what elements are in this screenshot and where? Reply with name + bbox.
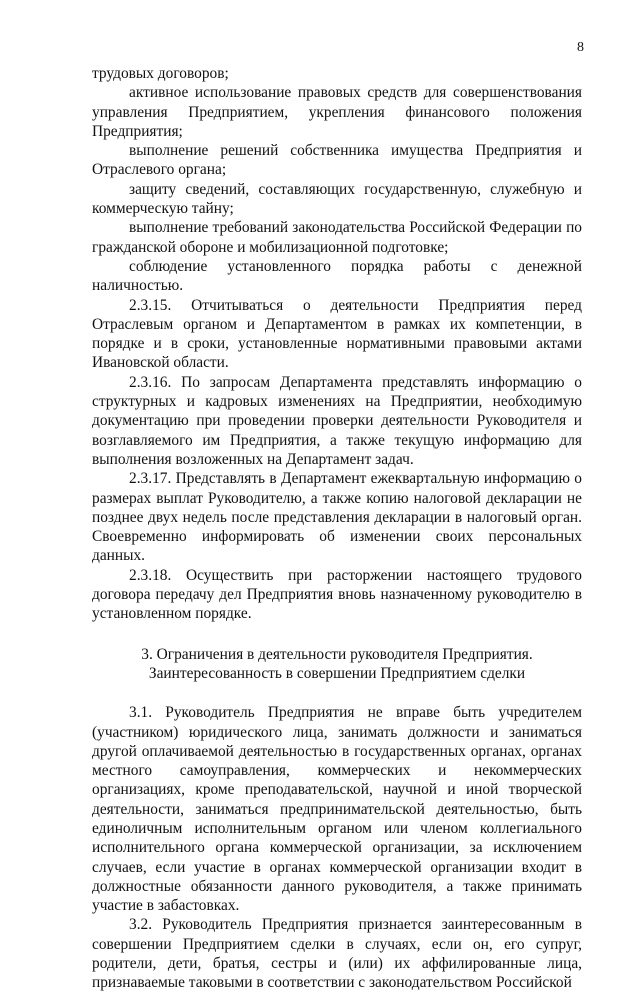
section-heading (92, 645, 582, 684)
bottom-paragraphs (92, 703, 582, 992)
top-paragraphs (92, 64, 582, 624)
paragraph-civil-defense: выполнение требований законодательства Российской Федерации по гражданской обороне и мобилизационной подготовке; (92, 219, 582, 256)
paragraph-2-3-18: 2.3.18. Осуществить при расторжении настоящего трудового договора передачу дел Предприятия вновь назначенному руководителю в установленном порядке. (92, 566, 582, 623)
section-heading-line-2: Заинтересованность в совершении Предприятием сделки (148, 664, 526, 682)
page-number: 8 (577, 40, 584, 55)
paragraph-cash-order: соблюдение установленного порядка работы с денежной наличностью. (92, 257, 582, 295)
paragraph-secret-protection: защиту сведений, составляющих государственную, служебную и коммерческую тайну; (92, 180, 582, 218)
paragraph-continuation: трудовых договоров; (92, 65, 229, 82)
paragraph-3-1: 3.1. Руководитель Предприятия не вправе быть учредителем (участником) юридического лица, занимать должности и заниматься другой оплачиваемой деятельностью в государственных органах, органах местного самоуправления, коммерческих и некоммерческих организациях, кроме преподавательской, научной и иной творческой деятельности, заниматься предпринимательской деятельностью, быть единоличным исполнительным органом или членом коллегиального исполнительного органа коммерческой организации, за исключением случаев, если участие в органах коммерческой организации входит в должностные обязанности данного руководителя, а также принимать участие в забастовках. (92, 704, 582, 915)
document-page (92, 40, 582, 993)
paragraph-2-3-17: 2.3.17. Представлять в Департамент ежеквартальную информацию о размерах выплат Руководителю, а также копию налоговой декларации не позднее двух недель после представления декларации в налоговый орган. Своевременно информировать об изменении своих персональных данных. (92, 470, 582, 565)
paragraph-owner-decisions: выполнение решений собственника имущества Предприятия и Отраслевого органа; (92, 142, 582, 179)
paragraph-3-2: 3.2. Руководитель Предприятия признается заинтересованным в совершении Предприятием сделки в случаях, если он, его супруг, родители, дети, братья, сестры и (или) их аффилированные лица, признаваемые таковыми в соответствии с законодательством Российской (92, 916, 582, 992)
paragraph-legal-means: активное использование правовых средств для совершенствования управления Предприятием, укрепления финансового положения Предприятия; (92, 84, 582, 140)
paragraph-2-3-15: 2.3.15. Отчитываться о деятельности Предприятия перед Отраслевым органом и Департаментом в рамках их компетенции, в порядке и в сроки, установленные нормативными правовыми актами Ивановской области. (92, 296, 582, 372)
section-heading-line-1: 3. Ограничения в деятельности руководителя Предприятия. (141, 645, 533, 663)
paragraph-2-3-16: 2.3.16. По запросам Департамента представлять информацию о структурных и кадровых изменениях на Предприятии, необходимую документацию при проведении проверки деятельности Руководителя и возглавляемого им Предприятия, а также текущую информацию для выполнения возложенных на Департамент задач. (92, 373, 582, 468)
